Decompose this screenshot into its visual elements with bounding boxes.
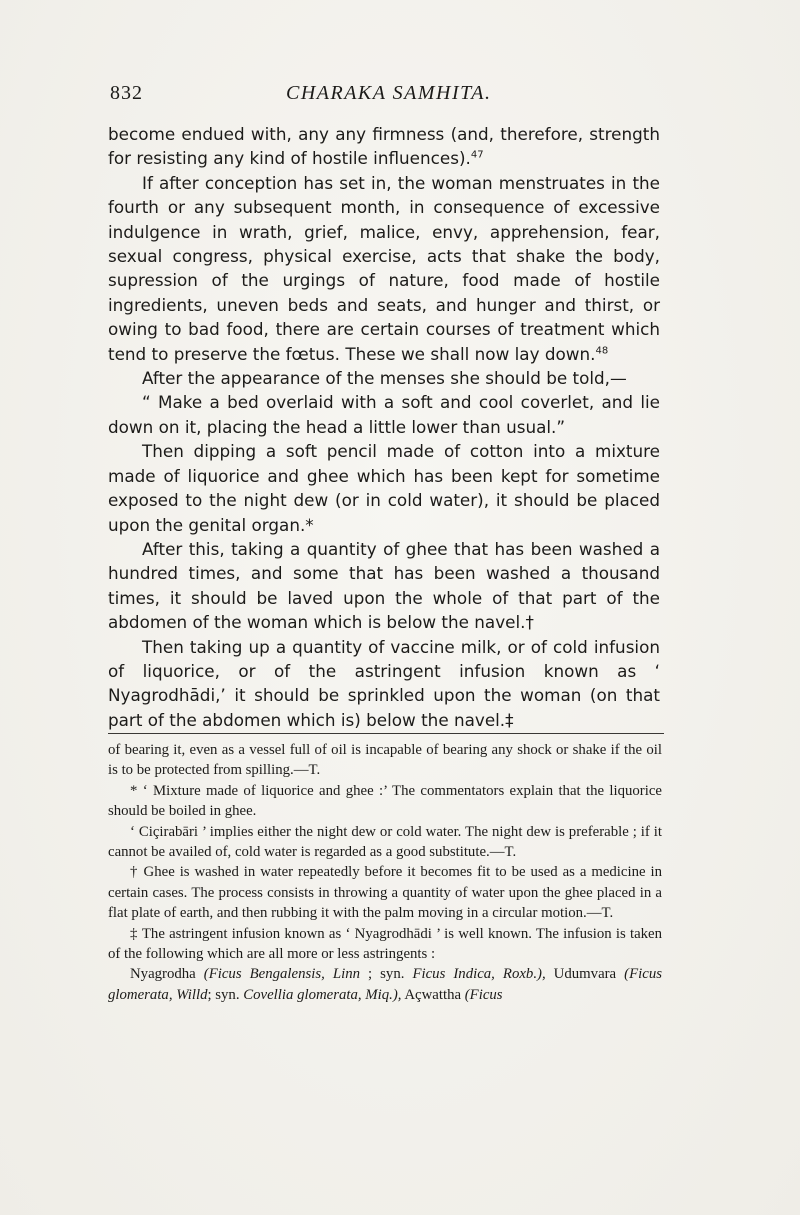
paragraph: Then taking up a quantity of vaccine milk, or of cold infusion of liquorice, or of the astringent infusion known as ‘ Nyagrodhādi,’ it should be sprinkled upon the woman (on that part of the abdomen which is) below the navel.‡ <box>108 636 660 730</box>
page-number: 832 <box>110 82 143 104</box>
paragraph: “ Make a bed overlaid with a soft and cool coverlet, and lie down on it, placing the head a little lower than usual.” <box>108 392 660 437</box>
paragraph: After the appearance of the menses she should be told,— <box>142 368 627 389</box>
footnote: † Ghee is washed in water repeatedly before it becomes fit to be used as a medicine in certain cases. The process consists in throwing a quantity of water upon the ghee placed in a flat plate of earth, and then rubbing it with the palm moving in a circular motion.—T. <box>108 864 662 922</box>
main-text <box>108 122 660 732</box>
footnote: of bearing it, even as a vessel full of oil is incapable of bearing any shock or shake if the oil is to be protected from spilling.—T. <box>108 742 662 779</box>
reference-number: 47 <box>470 149 484 161</box>
footnote: Nyagrodha (Ficus Bengalensis, Linn ; syn. Ficus Indica, Roxb.), Udumvara (Ficus glomerata, Willd; syn. Covellia glomerata, Miq.), Açwattha (Ficus <box>108 966 662 1003</box>
page-header <box>110 80 660 110</box>
paragraph: If after conception has set in, the woman menstruates in the fourth or any subsequent month, in consequence of excessive indulgence in wrath, grief, malice, envy, apprehension, fear, sexual congress, physical exercise, acts that shake the body, supression of the urgings of nature, food made of hostile ingredients, uneven beds and seats, and hunger and thirst, or owing to bad food, there are certain courses of treatment which tend to preserve the fœtus. These we shall now lay down.$^{48}$ <box>108 172 660 364</box>
footnote-divider <box>108 733 664 734</box>
footnote: * ‘ Mixture made of liquorice and ghee :’ The commentators explain that the liquorice should be boiled in ghee. <box>108 782 662 820</box>
footnote: ‡ The astringent infusion known as ‘ Nyagrodhādi ’ is well known. The infusion is taken of the following which are all more or less astringents : <box>108 925 662 963</box>
running-title: CHARAKA SAMHITA. <box>286 82 492 104</box>
reference-number: 48 <box>595 345 609 357</box>
footnote: ‘ Ciçirabāri ’ implies either the night dew or cold water. The night dew is preferable ; if it cannot be availed of, cold water is regarded as a good substitute.—T. <box>108 823 662 861</box>
paragraph: Then dipping a soft pencil made of cotton into a mixture made of liquorice and ghee which has been kept for sometime exposed to the night dew (or in cold water), it should be placed upon the genital organ.* <box>108 441 660 535</box>
paragraph: After this, taking a quantity of ghee that has been washed a hundred times, and some that has been washed a thousand times, it should be laved upon the whole of that part of the abdomen of the woman which is below the navel.† <box>108 538 660 633</box>
paragraph: become endued with, any any firmness (and, therefore, strength for resisting any kind of hostile influences).$^{47}$ <box>108 124 660 169</box>
footnotes <box>108 740 662 1005</box>
